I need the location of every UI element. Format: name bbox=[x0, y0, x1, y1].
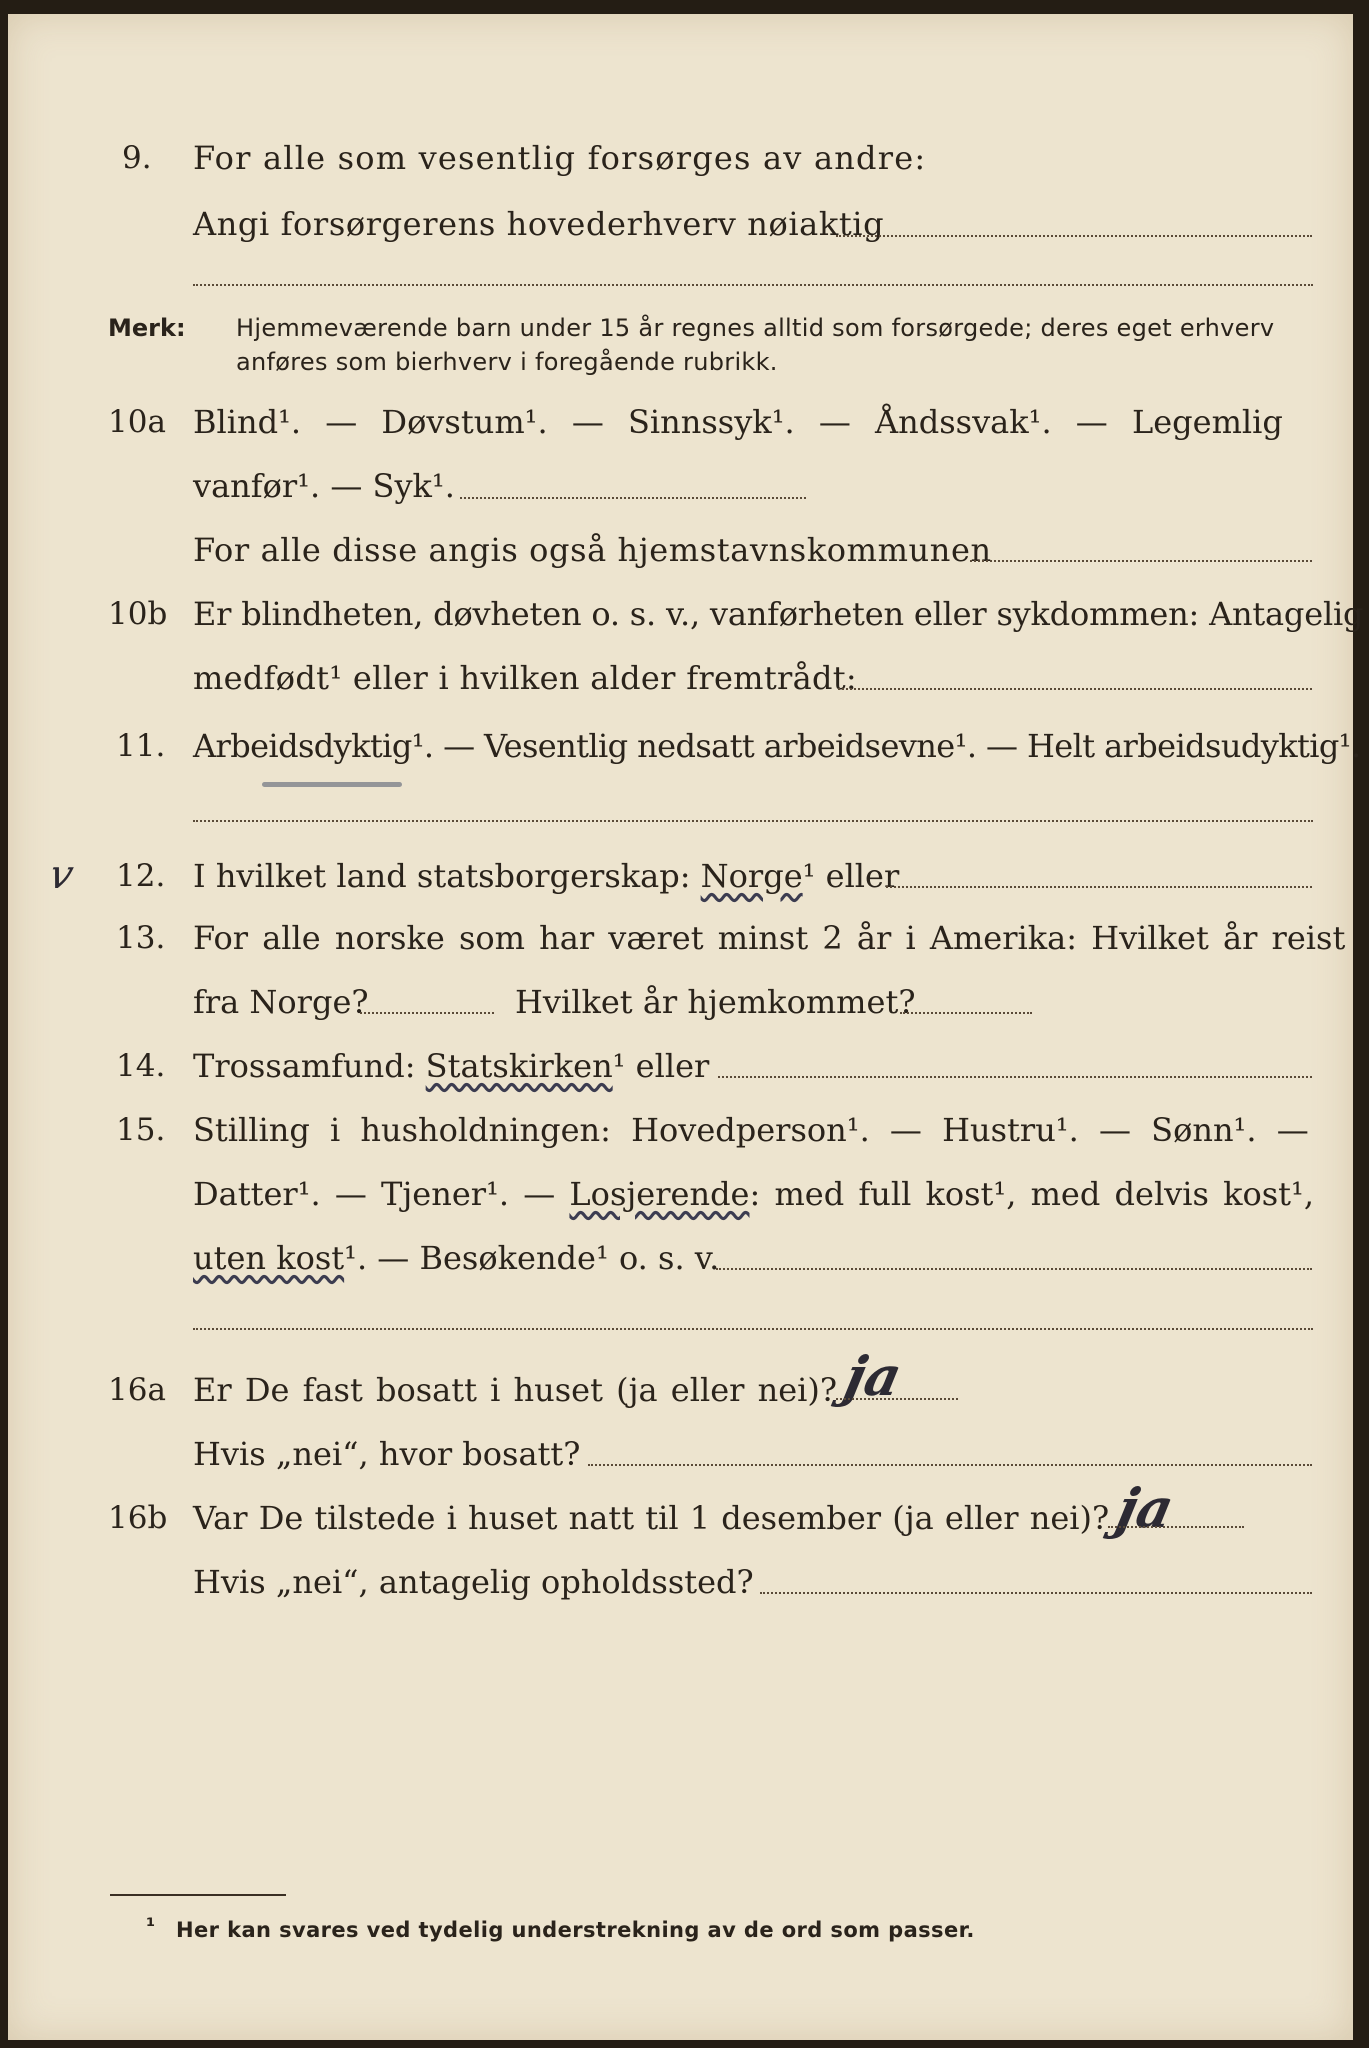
item-15-daughter-servant: Datter¹. — Tjener¹. — bbox=[193, 1175, 570, 1213]
item-16b-if-no-prompt: Hvis „nei“, antagelig opholdssted? bbox=[193, 1563, 754, 1601]
item-15-without-board-underlined[interactable]: uten kost bbox=[193, 1239, 345, 1277]
item-15-board-options: : med full kost¹, med delvis kost¹, bbox=[749, 1175, 1315, 1213]
item-16a-if-no-prompt: Hvis „nei“, hvor bosatt? bbox=[193, 1435, 581, 1473]
item-11-work-capacity-options: Arbeidsdyktig¹. — Vesentlig nedsatt arbeidsevne¹. — Helt arbeidsudyktig¹. bbox=[193, 727, 1361, 765]
item-16b-handwritten-answer[interactable]: ja bbox=[1111, 1476, 1180, 1540]
item-16a-answer-line[interactable] bbox=[836, 1398, 958, 1400]
item-10b-answer-line[interactable] bbox=[838, 688, 1312, 690]
item-10a-municipality-line[interactable] bbox=[970, 560, 1312, 562]
item-10a-number: 10a bbox=[108, 404, 166, 440]
merk-note-line-2: anføres som bierhverv i foregående rubrikk. bbox=[236, 348, 778, 376]
item-16b-number: 16b bbox=[108, 1500, 168, 1536]
footnote-mark: ¹ bbox=[146, 1914, 156, 1938]
footnote-text: Her kan svares ved tydelig understrekning av de ord som passer. bbox=[176, 1918, 975, 1942]
item-16a-handwritten-answer[interactable]: ja bbox=[839, 1344, 908, 1408]
item-13-number: 13. bbox=[116, 920, 166, 956]
item-12-citizenship-question bbox=[193, 856, 899, 896]
item-12-answer-line[interactable] bbox=[886, 886, 1312, 888]
item-10a-options: Blind¹. — Døvstum¹. — Sinnssyk¹. — Åndssvak¹. — Legemlig bbox=[193, 403, 1283, 441]
item-9-question: For alle som vesentlig forsørges av andre: bbox=[193, 139, 927, 177]
item-10a-answer-line[interactable] bbox=[460, 497, 806, 499]
item-16a-residence-line[interactable] bbox=[588, 1464, 1312, 1466]
merk-label: Merk: bbox=[108, 314, 186, 342]
item-12-or: ¹ eller bbox=[802, 857, 900, 895]
item-13-returned-prompt: Hvilket år hjemkommet? bbox=[515, 983, 916, 1021]
merk-note-line-1: Hjemmeværende barn under 15 år regnes alltid som forsørgede; deres eget erhverv bbox=[236, 314, 1275, 342]
item-15-household-position-cont bbox=[193, 1174, 1314, 1214]
item-10a-options-cont: vanfør¹. — Syk¹. bbox=[193, 467, 455, 505]
pencil-mark bbox=[262, 782, 402, 787]
item-15-number: 15. bbox=[116, 1112, 166, 1148]
item-16b-answer-line[interactable] bbox=[1108, 1526, 1244, 1528]
item-14-religion-question bbox=[193, 1046, 709, 1086]
item-10a-home-municipality-prompt: For alle disse angis også hjemstavnskommunen bbox=[193, 531, 992, 569]
margin-check-mark: v bbox=[45, 852, 78, 898]
item-15-household-position-end bbox=[193, 1238, 719, 1278]
item-10b-number: 10b bbox=[108, 596, 168, 632]
item-14-or: ¹ eller bbox=[612, 1047, 710, 1085]
item-16a-resident-question: Er De fast bosatt i huset (ja eller nei)? bbox=[193, 1371, 838, 1409]
item-9-answer-line[interactable] bbox=[836, 235, 1312, 237]
item-14-answer-line[interactable] bbox=[718, 1076, 1312, 1078]
item-14-state-church-underlined[interactable]: Statskirken bbox=[425, 1047, 613, 1085]
item-11-extra-line[interactable] bbox=[193, 820, 1313, 822]
census-form-page bbox=[8, 14, 1364, 2040]
item-9-occupation-prompt: Angi forsørgerens hovederhverv nøiaktig bbox=[193, 205, 885, 243]
item-9-number: 9. bbox=[122, 140, 152, 176]
item-16b-whereabouts-line[interactable] bbox=[760, 1592, 1312, 1594]
item-15-lodger-underlined[interactable]: Losjerende bbox=[569, 1175, 750, 1213]
item-12-norway-underlined[interactable]: Norge bbox=[700, 857, 803, 895]
item-12-number: 12. bbox=[116, 858, 166, 894]
item-15-extra-line[interactable] bbox=[193, 1328, 1313, 1330]
item-15-visitor: ¹. — Besøkende¹ o. s. v. bbox=[344, 1239, 720, 1277]
footnote-divider bbox=[110, 1894, 286, 1896]
item-15-household-position: Stilling i husholdningen: Hovedperson¹. — Hustru¹. — Sønn¹. — bbox=[193, 1111, 1309, 1149]
item-14-number: 14. bbox=[116, 1048, 166, 1084]
item-15-answer-line[interactable] bbox=[716, 1268, 1312, 1270]
item-11-number: 11. bbox=[116, 728, 166, 764]
item-13-returned-year-line[interactable] bbox=[900, 1012, 1032, 1014]
item-13-left-year-line[interactable] bbox=[360, 1012, 494, 1014]
item-10b-question-cont: medfødt¹ eller i hvilken alder fremtrådt: bbox=[193, 659, 857, 697]
item-9-extra-line[interactable] bbox=[193, 284, 1313, 286]
item-13-america-question: For alle norske som har været minst 2 år i Amerika: Hvilket år reist bbox=[193, 919, 1346, 957]
item-13-left-norway-prompt: fra Norge? bbox=[193, 983, 369, 1021]
item-16a-number: 16a bbox=[108, 1372, 166, 1408]
item-14-question-text: Trossamfund: bbox=[193, 1047, 426, 1085]
item-10b-question: Er blindheten, døvheten o. s. v., vanførheten eller sykdommen: Antagelig bbox=[193, 595, 1364, 633]
item-16b-present-question: Var De tilstede i huset natt til 1 desember (ja eller nei)? bbox=[193, 1499, 1110, 1537]
item-12-question-text: I hvilket land statsborgerskap: bbox=[193, 857, 701, 895]
